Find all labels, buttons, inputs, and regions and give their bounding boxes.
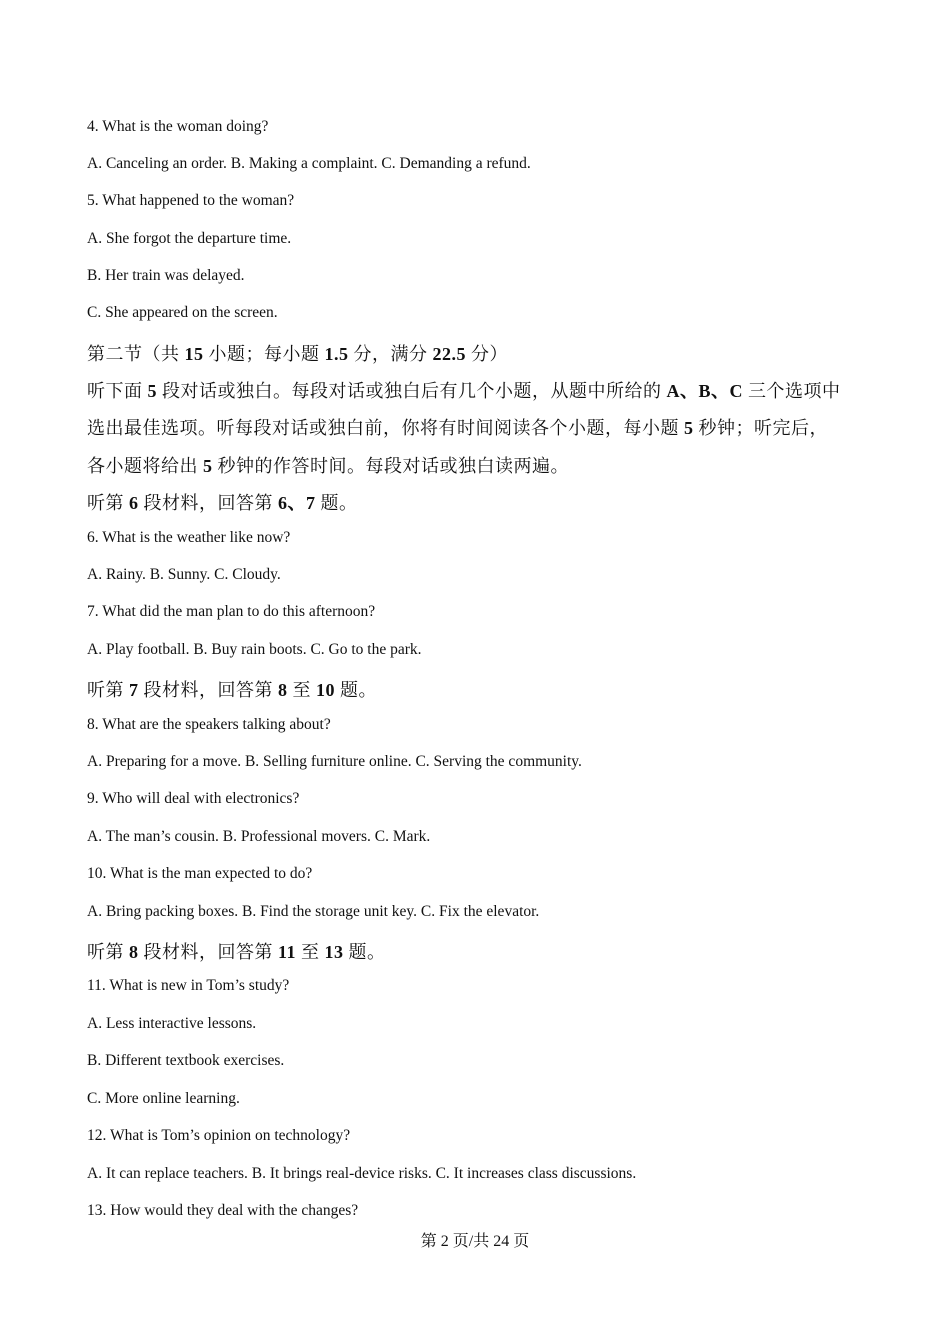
question-8: 8. What are the speakers talking about?: [87, 716, 331, 733]
section-2-instructions-line-3: 各小题将给出 5 秒钟的作答时间。每段对话或独白读两遍。: [87, 456, 569, 476]
question-5: 5. What happened to the woman?: [87, 192, 295, 209]
question-9-options: A. The man’s cousin. B. Professional movers. C. Mark.: [87, 828, 431, 845]
question-6: 6. What is the weather like now?: [87, 529, 291, 546]
section-2-instructions-line-1: 听下面 5 段对话或独白。每段对话或独白后有几个小题，从题中所给的 A、B、C 三个选项中: [87, 381, 841, 401]
question-10-options: A. Bring packing boxes. B. Find the storage unit key. C. Fix the elevator.: [87, 903, 540, 920]
question-11-option-b: B. Different textbook exercises.: [87, 1052, 285, 1069]
material-6-heading: 听第 6 段材料，回答第 6、7 题。: [87, 493, 358, 513]
question-11-option-c: C. More online learning.: [87, 1090, 240, 1107]
question-7: 7. What did the man plan to do this afternoon?: [87, 603, 376, 620]
question-12: 12. What is Tom’s opinion on technology?: [87, 1127, 351, 1144]
question-9: 9. Who will deal with electronics?: [87, 790, 300, 807]
section-2-instructions-line-2: 选出最佳选项。听每段对话或独白前，你将有时间阅读各个小题，每小题 5 秒钟；听完后，: [87, 418, 828, 438]
question-5-option-b: B. Her train was delayed.: [87, 267, 245, 284]
question-12-options: A. It can replace teachers. B. It brings real-device risks. C. It increases class discussions.: [87, 1165, 637, 1182]
question-7-options: A. Play football. B. Buy rain boots. C. Go to the park.: [87, 641, 422, 658]
question-5-option-a: A. She forgot the departure time.: [87, 230, 292, 247]
section-2-heading: 第二节（共 15 小题；每小题 1.5 分，满分 22.5 分）: [87, 344, 508, 364]
material-8-heading: 听第 8 段材料，回答第 11 至 13 题。: [87, 942, 386, 962]
question-4-options: A. Canceling an order. B. Making a complaint. C. Demanding a refund.: [87, 155, 531, 172]
question-8-options: A. Preparing for a move. B. Selling furniture online. C. Serving the community.: [87, 753, 582, 770]
question-4: 4. What is the woman doing?: [87, 118, 269, 135]
question-13: 13. How would they deal with the changes?: [87, 1202, 359, 1219]
material-7-heading: 听第 7 段材料，回答第 8 至 10 题。: [87, 680, 377, 700]
question-11-option-a: A. Less interactive lessons.: [87, 1015, 257, 1032]
question-6-options: A. Rainy. B. Sunny. C. Cloudy.: [87, 566, 281, 583]
question-5-option-c: C. She appeared on the screen.: [87, 304, 278, 321]
page-footer: 第 2 页/共 24 页: [420, 1233, 530, 1250]
question-10: 10. What is the man expected to do?: [87, 865, 313, 882]
question-11: 11. What is new in Tom’s study?: [87, 977, 290, 994]
